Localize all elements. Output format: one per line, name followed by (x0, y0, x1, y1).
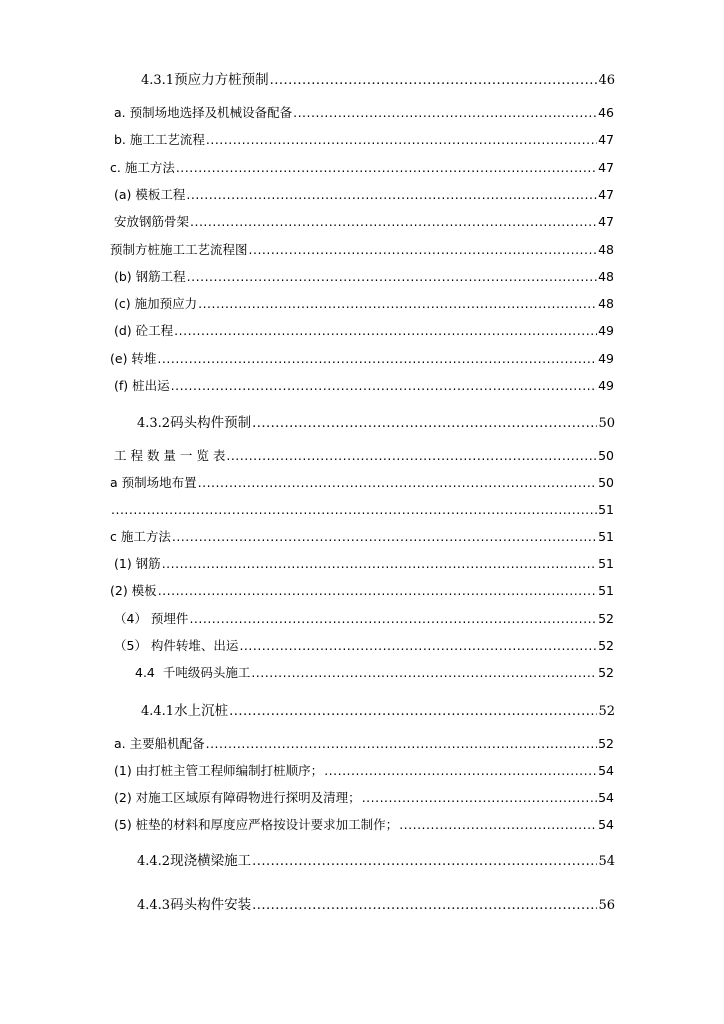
toc-entry[interactable] (114, 214, 614, 230)
toc-entry[interactable] (110, 529, 614, 545)
toc-page: 50 (598, 475, 614, 490)
toc-page: 50 (598, 448, 614, 463)
toc-page: 52 (598, 665, 614, 680)
toc-title: 4.4 千吨级码头施工 (135, 665, 251, 680)
toc-entry[interactable] (137, 853, 615, 870)
dot-leader (229, 704, 597, 720)
dot-leader (162, 556, 597, 572)
toc-title: (2) 模板 (110, 583, 157, 598)
toc-entry[interactable] (114, 790, 614, 806)
dot-leader (189, 611, 597, 627)
toc-page: 51 (598, 529, 614, 544)
toc-entry[interactable] (110, 502, 614, 518)
dot-leader (324, 763, 597, 779)
toc-page: 50 (598, 416, 615, 431)
dot-leader (206, 132, 597, 148)
dot-leader (186, 187, 597, 203)
toc-entry[interactable] (114, 269, 614, 285)
toc-entry[interactable] (110, 160, 614, 176)
dot-leader (171, 378, 597, 394)
toc-page: 48 (598, 269, 614, 284)
toc-entry[interactable] (114, 296, 614, 312)
toc-title: 水上沉桩 (174, 703, 229, 719)
toc-title: 安放钢筋骨架 (114, 214, 190, 229)
toc-title: (b) 钢筋工程 (114, 269, 186, 284)
dot-leader (226, 448, 597, 464)
toc-page: 47 (598, 214, 614, 229)
toc-number: 4.3.2 (137, 416, 171, 431)
toc-page: 54 (598, 854, 615, 869)
toc-page: 49 (598, 378, 614, 393)
toc-page: 52 (598, 736, 614, 751)
dot-leader (293, 105, 597, 121)
toc-page: 48 (598, 242, 614, 257)
dot-leader (174, 323, 597, 339)
dot-leader (251, 665, 597, 681)
dot-leader (111, 502, 597, 518)
toc-number: 4.3.1 (141, 73, 175, 88)
toc-title: （5） 构件转堆、出运 (114, 638, 239, 653)
toc-title: 工 程 数 量 一 览 表 (114, 448, 226, 463)
toc-entry[interactable] (110, 475, 614, 491)
toc-page: 47 (598, 132, 614, 147)
toc-entry[interactable] (114, 132, 614, 148)
toc-page: 54 (598, 790, 614, 805)
toc-title: 预应力方桩预制 (174, 72, 269, 88)
dot-leader (270, 73, 598, 89)
toc-title: c. 施工方法 (110, 160, 175, 175)
dot-leader (399, 817, 597, 833)
toc-title: 预制方桩施工工艺流程图 (110, 242, 248, 257)
toc-page: 46 (598, 105, 614, 120)
dot-leader (206, 736, 597, 752)
toc-number: 4.4.3 (137, 898, 171, 913)
dot-leader (190, 214, 597, 230)
toc-page: 54 (598, 817, 614, 832)
dot-leader (249, 242, 598, 258)
toc-page: 47 (598, 160, 614, 175)
toc-title: a 预制场地布置 (110, 475, 197, 490)
toc-number: 4.4.2 (137, 854, 171, 869)
toc-title: a. 预制场地选择及机械设备配备 (114, 105, 293, 120)
toc-entry[interactable] (114, 638, 614, 654)
toc-title: c 施工方法 (110, 529, 171, 544)
toc-page: 52 (598, 611, 614, 626)
dot-leader (252, 898, 597, 914)
toc-entry[interactable] (114, 323, 614, 339)
toc-entry[interactable] (137, 897, 615, 914)
toc-entry[interactable] (114, 763, 614, 779)
toc-entry[interactable] (110, 242, 614, 258)
toc-entry[interactable] (141, 703, 615, 720)
dot-leader (239, 638, 597, 654)
toc-page: 51 (598, 502, 614, 517)
toc-title: a. 主要船机配备 (114, 736, 205, 751)
toc-entry[interactable] (114, 187, 614, 203)
toc-page: 48 (598, 296, 614, 311)
dot-leader (198, 475, 597, 491)
toc-entry[interactable] (114, 448, 614, 464)
toc-page: 46 (598, 73, 615, 88)
toc-title: (d) 砼工程 (114, 323, 174, 338)
toc-number: 4.4.1 (141, 704, 175, 719)
toc-page: 52 (598, 704, 615, 719)
toc-entry[interactable] (110, 351, 614, 367)
toc-page: 51 (598, 583, 614, 598)
dot-leader (252, 854, 597, 870)
dot-leader (362, 790, 597, 806)
toc-entry[interactable] (114, 556, 614, 572)
toc-page: 51 (598, 556, 614, 571)
dot-leader (157, 351, 597, 367)
toc-title: b. 施工工艺流程 (114, 132, 205, 147)
dot-leader (158, 583, 597, 599)
toc-entry[interactable] (110, 583, 614, 599)
dot-leader (172, 529, 597, 545)
toc-title: (c) 施加预应力 (114, 296, 198, 311)
toc-page: 54 (598, 763, 614, 778)
dot-leader (198, 296, 597, 312)
toc-entry[interactable] (114, 817, 614, 833)
toc-page: 52 (598, 638, 614, 653)
toc-title: （4） 预埋件 (114, 611, 189, 626)
toc-entry[interactable] (114, 105, 614, 121)
dot-leader (176, 160, 597, 176)
toc-title: 码头构件安装 (170, 897, 252, 913)
toc-entry[interactable] (114, 611, 614, 627)
toc-entry[interactable] (141, 72, 615, 89)
toc-title: (2) 对施工区域原有障碍物进行探明及清理； (114, 790, 361, 805)
toc-page: 49 (598, 323, 614, 338)
dot-leader (187, 269, 597, 285)
toc-entry[interactable] (114, 736, 614, 752)
toc-title: 码头构件预制 (170, 415, 252, 431)
toc-title: (f) 桩出运 (114, 378, 170, 393)
toc-title: (1) 钢筋 (114, 556, 161, 571)
toc-page: 56 (598, 898, 615, 913)
toc-page: 49 (598, 351, 614, 366)
toc-title: (1) 由打桩主管工程师编制打桩顺序； (114, 763, 324, 778)
toc-title: (5) 桩垫的材料和厚度应严格按设计要求加工制作； (114, 817, 399, 832)
toc-title: 现浇横梁施工 (170, 853, 252, 869)
toc-entry[interactable] (137, 415, 615, 432)
toc-title: (a) 模板工程 (114, 187, 186, 202)
dot-leader (252, 416, 597, 432)
toc-title: (e) 转堆 (110, 351, 157, 366)
toc-entry[interactable] (135, 665, 614, 681)
toc-entry[interactable] (114, 378, 614, 394)
toc-page: 47 (598, 187, 614, 202)
